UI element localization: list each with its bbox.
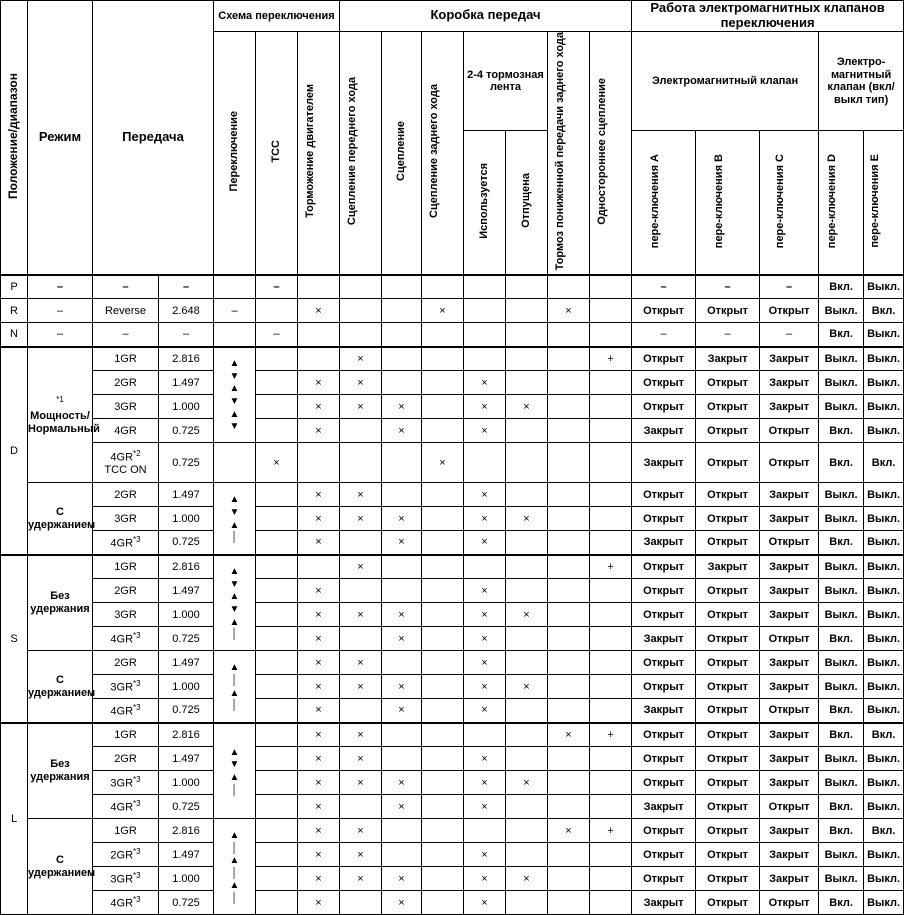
header-position: Положение/диапазон (1, 1, 28, 275)
header-col-engine-brake: Торможение двигателем (298, 31, 340, 274)
position-d: D (1, 347, 28, 555)
position-r: R (1, 299, 28, 323)
mode-power-normal: $^{*1}$ Мощность/ Нормальный (28, 347, 93, 483)
table-row: 2GR 1.497 × × × Открыт Открыт Закрыт Выкл. Выкл. (1, 371, 904, 395)
table-row: 4GR$^{*3}$ 0.725 × × × Закрыт Открыт Открыт Вкл. Выкл. (1, 891, 904, 915)
table-row: S Без удержания 1GR 2.816 ▲ ▼ ▲ ▼ ▲ │ × + Открыт Закрыт Закрыт Выкл. Выкл. (1, 555, 904, 579)
header-col-c: пере-ключения C (760, 131, 819, 275)
table-row: 2GR 1.497 × × × Открыт Открыт Закрыт Выкл. Выкл. (1, 747, 904, 771)
header-solenoid-work: Работа электромагнитных клапанов переключения (632, 1, 904, 32)
shift-arrows: ▲ ▼ ▲ ▼ ▲ │ (214, 555, 256, 651)
header-col-band-used: Используется (464, 131, 506, 275)
header-col-d: пере-ключения D (819, 131, 864, 275)
header-col-clutch: Сцепление (382, 31, 422, 274)
header-solenoid-onoff: Электро-магнитный клапан (вкл/ выкл тип) (819, 31, 904, 131)
header-shift-scheme: Схема переключения (214, 1, 340, 32)
shift-arrows: ▲ ▼ ▲ │ (214, 483, 256, 555)
header-band-24: 2-4 тормозная лента (464, 31, 548, 131)
position-n: N (1, 323, 28, 347)
table-row: L Без удержания 1GR 2.816 ▲ ▼ ▲ │ × × × + Открыт Открыт Закрыт Вкл. Вкл. (1, 723, 904, 747)
table-row: 2GR$^{*3}$ 1.497 × × × Открыт Открыт Закрыт Выкл. Выкл. (1, 843, 904, 867)
table-row: 4GR$^{*3}$ 0.725 × × × Закрыт Открыт Открыт Вкл. Выкл. (1, 531, 904, 555)
table-row: 3GR$^{*3}$ 1.000 × × × × × Открыт Открыт Закрыт Выкл. Выкл. (1, 867, 904, 891)
position-s: S (1, 555, 28, 723)
table-row: 3GR 1.000 × × × × × Открыт Открыт Закрыт Выкл. Выкл. (1, 395, 904, 419)
header-gear: Передача (93, 1, 214, 275)
mode-hold: С удержанием (28, 819, 93, 915)
header-col-b: пере-ключения B (696, 131, 760, 275)
table-row: 4GR$^{*3}$ 0.725 × × × Закрыт Открыт Открыт Вкл. Выкл. (1, 795, 904, 819)
shift-arrows: ▲ │ ▲ │ (214, 651, 256, 723)
mode-no-hold: Без удержания (28, 723, 93, 819)
table-row: 2GR 1.497 × × Открыт Открыт Закрыт Выкл. Выкл. (1, 579, 904, 603)
mode-hold: С удержанием (28, 651, 93, 723)
header-mode: Режим (28, 1, 93, 275)
mode-no-hold: Без удержания (28, 555, 93, 651)
shift-arrows: ▲ │ ▲ │ ▲ │ (214, 819, 256, 915)
table-row: D $^{*1}$ Мощность/ Нормальный 1GR 2.816 ▲ ▼ ▲ ▼ ▲ ▼ × + Открыт Закрыт Закрыт Выкл. Выкл. (1, 347, 904, 371)
mode-hold: С удержанием (28, 483, 93, 555)
header-col-e: пере-ключения E (864, 131, 904, 275)
table-row: 4GR 0.725 × × × Закрыт Открыт Открыт Вкл. Выкл. (1, 419, 904, 443)
table-row: P – – – – – – – Вкл. Выкл. (1, 275, 904, 299)
table-row: 3GR 1.000 × × × × × Открыт Открыт Закрыт Выкл. Выкл. (1, 507, 904, 531)
position-l: L (1, 723, 28, 915)
header-gearbox: Коробка передач (340, 1, 632, 32)
header-col-oneway-clutch: Одностороннее сцепление (590, 31, 632, 274)
header-col-shift: Переключение (214, 31, 256, 274)
table-row: С удержанием 1GR 2.816 ▲ │ ▲ │ ▲ │ × × × + Открыт Открыт Закрыт Вкл. Вкл. (1, 819, 904, 843)
table-row: С удержанием 2GR 1.497 ▲ ▼ ▲ │ × × × Открыт Открыт Закрыт Выкл. Выкл. (1, 483, 904, 507)
table-row: 4GR$^{*3}$ 0.725 × × × Закрыт Открыт Открыт Вкл. Выкл. (1, 699, 904, 723)
table-row: С удержанием 2GR 1.497 ▲ │ ▲ │ × × × Открыт Открыт Закрыт Выкл. Выкл. (1, 651, 904, 675)
table-row: 3GR$^{*3}$ 1.000 × × × × × Открыт Открыт Закрыт Выкл. Выкл. (1, 675, 904, 699)
header-solenoid: Электромагнитный клапан (632, 31, 819, 131)
table-row: N – – – – – – – Вкл. Выкл. (1, 323, 904, 347)
header-col-tcc: TCC (256, 31, 298, 274)
header-col-low-reverse-brake: Тормоз пониженной передачи заднего хода (548, 31, 590, 274)
header-col-band-released: Отпущена (506, 131, 548, 275)
table-row: 4GR$^{*3}$ 0.725 × × × Закрыт Открыт Открыт Вкл. Выкл. (1, 627, 904, 651)
shift-arrows: ▲ ▼ ▲ │ (214, 723, 256, 819)
position-p: P (1, 275, 28, 299)
table-row: 3GR$^{*3}$ 1.000 × × × × × Открыт Открыт Закрыт Выкл. Выкл. (1, 771, 904, 795)
header-col-reverse-clutch: Сцепление заднего хода (422, 31, 464, 274)
header-col-forward-clutch: Сцепление переднего хода (340, 31, 382, 274)
shift-arrows: ▲ ▼ ▲ ▼ ▲ ▼ (214, 347, 256, 443)
table-row: 3GR 1.000 × × × × × Открыт Открыт Закрыт Выкл. Выкл. (1, 603, 904, 627)
header-col-a: пере-ключения A (632, 131, 696, 275)
table-row: 4GR$^{*2}$ TCC ON 0.725 × × Закрыт Открыт Открыт Вкл. Вкл. (1, 443, 904, 483)
table-row: R – Reverse 2.648 – × × × Открыт Открыт Открыт Выкл. Вкл. (1, 299, 904, 323)
